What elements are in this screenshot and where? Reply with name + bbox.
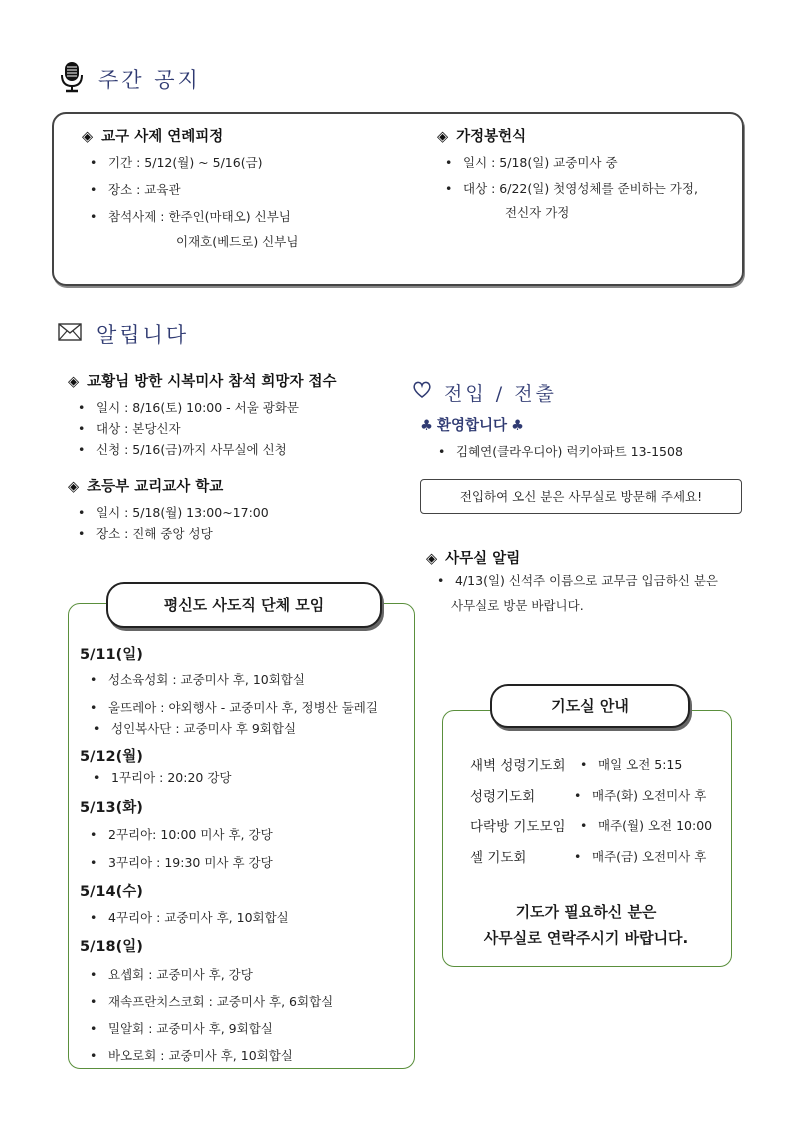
date-heading: 5/18(일): [80, 939, 143, 955]
list-item: • 4/13(일) 신석주 이름으로 교무금 입금하신 분은: [437, 573, 718, 588]
list-item: • 대상 : 6/22(일) 첫영성체를 준비하는 가정,: [445, 181, 698, 196]
list-item: • 일시 : 8/16(토) 10:00 - 서울 광화문: [78, 400, 300, 415]
list-item: • 울뜨레아 : 야외행사 - 교중미사 후, 정병산 둘레길: [90, 700, 378, 715]
list-item: • 성소육성회 : 교중미사 후, 10회합실: [90, 672, 305, 687]
announcements-title: 알립니다: [96, 323, 190, 347]
list-item: • 성인복사단 : 교중미사 후 9회합실: [93, 721, 297, 736]
prayer-row-name: 셀 기도회: [470, 850, 527, 866]
list-item: • 대상 : 본당신자: [78, 421, 181, 436]
list-item: • 참석사제 : 한주인(마태오) 신부님: [90, 209, 291, 224]
club-icon: ♣: [511, 418, 525, 434]
diamond-bullet-icon: ◈: [68, 374, 80, 390]
announcements-header: [58, 318, 189, 350]
list-item-continuation: 전신자 가정: [505, 205, 570, 220]
retreat-heading: ◈ 교구 사제 연례피정: [82, 129, 224, 145]
lay-groups-title: 평신도 사도직 단체 모임: [106, 582, 382, 628]
transfer-visit-notice: 전입하여 오신 분은 사무실로 방문해 주세요!: [420, 479, 742, 514]
date-heading: 5/14(수): [80, 884, 143, 900]
list-item: • 재속프란치스코회 : 교중미사 후, 6회합실: [90, 994, 334, 1009]
list-item-continuation: 사무실로 방문 바랍니다.: [451, 598, 584, 613]
date-heading: 5/13(화): [80, 800, 143, 816]
list-item: • 요셉회 : 교중미사 후, 강당: [90, 967, 253, 982]
prayer-row: [470, 815, 566, 835]
prayer-row-time: • 매일 오전 5:15: [580, 757, 683, 772]
list-item: • 바오로회 : 교중미사 후, 10회합실: [90, 1048, 293, 1063]
family-offering-heading: ◈ 가정봉헌식: [437, 129, 527, 145]
list-item: • 일시 : 5/18(월) 13:00~17:00: [78, 505, 269, 520]
list-item: • 김혜연(클라우디아) 럭키아파트 13-1508: [438, 444, 683, 459]
prayer-row-time: • 매주(금) 오전미사 후: [574, 849, 707, 864]
prayer-row-name: 다락방 기도모임: [470, 819, 566, 835]
diamond-bullet-icon: ◈: [426, 551, 438, 567]
office-notice-heading: ◈ 사무실 알림: [426, 551, 521, 567]
diamond-bullet-icon: ◈: [82, 129, 94, 145]
prayer-room-title: 기도실 안내: [490, 684, 690, 728]
prayer-row-name: 성령기도회: [470, 789, 536, 805]
date-heading: 5/12(월): [80, 749, 143, 765]
prayer-row: [470, 846, 526, 866]
prayer-row-time: • 매주(화) 오전미사 후: [574, 788, 707, 803]
list-item: • 장소 : 교육관: [90, 182, 181, 197]
list-item: • 장소 : 진해 중앙 성당: [78, 526, 213, 541]
club-icon: ♣: [420, 418, 433, 434]
prayer-closing-line1: 기도가 필요하신 분은: [515, 903, 657, 921]
prayer-row: [470, 754, 566, 774]
list-item: • 신청 : 5/16(금)까지 사무실에 신청: [78, 442, 287, 457]
list-item: • 일시 : 5/18(일) 교중미사 중: [445, 155, 618, 170]
transfer-title: 전입 / 전출: [444, 382, 557, 405]
list-item: • 4꾸리아 : 교중미사 후, 10회합실: [90, 910, 289, 925]
catechism-heading: ◈ 초등부 교리교사 학교: [68, 479, 224, 495]
date-heading: 5/11(일): [80, 647, 143, 663]
heart-outline-icon: [412, 381, 432, 403]
list-item: • 3꾸리아 : 19:30 미사 후 강당: [90, 855, 273, 870]
papal-mass-heading: ◈ 교황님 방한 시복미사 참석 희망자 접수: [68, 374, 337, 390]
weekly-notice-title: 주간 공지: [98, 68, 201, 92]
prayer-row: [470, 785, 535, 805]
envelope-icon: [58, 323, 82, 345]
list-item: • 밀알회 : 교중미사 후, 9회합실: [90, 1021, 273, 1036]
prayer-row-name: 새벽 성령기도회: [470, 758, 566, 774]
prayer-row-time: • 매주(월) 오전 10:00: [580, 818, 713, 833]
list-item-continuation: 이재호(베드로) 신부님: [176, 234, 299, 249]
list-item: • 2꾸리아: 10:00 미사 후, 강당: [90, 827, 273, 842]
diamond-bullet-icon: ◈: [68, 479, 80, 495]
list-item: • 기간 : 5/12(월) ~ 5/16(금): [90, 155, 263, 170]
transfer-header: [412, 378, 557, 406]
list-item: • 1꾸리아 : 20:20 강당: [93, 770, 232, 785]
microphone-icon: [60, 61, 84, 97]
prayer-closing-line2: 사무실로 연락주시기 바랍니다.: [483, 929, 689, 947]
diamond-bullet-icon: ◈: [437, 129, 449, 145]
welcome-heading: ♣ 환영합니다 ♣: [420, 418, 525, 434]
weekly-notice-header: [60, 62, 201, 96]
